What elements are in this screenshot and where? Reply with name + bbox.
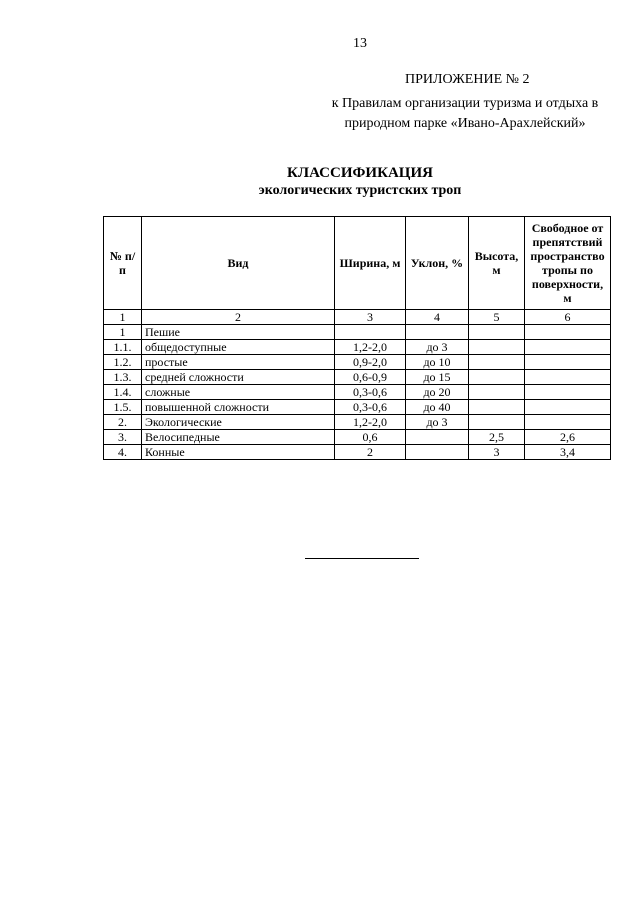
row-type: Велосипедные	[142, 430, 335, 445]
row-free-space: 2,6	[525, 430, 611, 445]
column-number: 5	[469, 310, 525, 325]
row-height	[469, 370, 525, 385]
row-free-space	[525, 385, 611, 400]
row-number: 4.	[104, 445, 142, 460]
row-type: Пешие	[142, 325, 335, 340]
row-width: 0,9-2,0	[335, 355, 406, 370]
row-width: 2	[335, 445, 406, 460]
column-number: 6	[525, 310, 611, 325]
row-height	[469, 325, 525, 340]
header-free-space: Свободное от препятствий пространство тропы по поверхности, м	[525, 217, 611, 310]
row-type: сложные	[142, 385, 335, 400]
row-height	[469, 400, 525, 415]
row-width: 1,2-2,0	[335, 340, 406, 355]
row-slope: до 3	[406, 340, 469, 355]
table-row	[104, 445, 611, 460]
document-title: КЛАССИФИКАЦИЯ	[287, 165, 433, 181]
header-width: Ширина, м	[335, 217, 406, 310]
row-slope: до 10	[406, 355, 469, 370]
row-free-space	[525, 355, 611, 370]
row-number: 1.1.	[104, 340, 142, 355]
row-number: 1	[104, 325, 142, 340]
row-width: 0,6	[335, 430, 406, 445]
row-slope	[406, 325, 469, 340]
row-height	[469, 355, 525, 370]
page-number: 13	[353, 36, 367, 51]
row-slope: до 40	[406, 400, 469, 415]
table-row	[104, 340, 611, 355]
row-height: 2,5	[469, 430, 525, 445]
header-slope: Уклон, %	[406, 217, 469, 310]
row-number: 1.3.	[104, 370, 142, 385]
row-type: Конные	[142, 445, 335, 460]
footer-divider	[305, 558, 419, 559]
table-row	[104, 430, 611, 445]
row-slope	[406, 430, 469, 445]
row-type: общедоступные	[142, 340, 335, 355]
table-row	[104, 370, 611, 385]
row-height: 3	[469, 445, 525, 460]
table-row	[104, 355, 611, 370]
column-number-row	[104, 310, 611, 325]
row-height	[469, 340, 525, 355]
row-type: повышенной сложности	[142, 400, 335, 415]
appendix-line-2: природном парке «Ивано-Арахлейский»	[344, 116, 586, 131]
column-number: 4	[406, 310, 469, 325]
table-row	[104, 385, 611, 400]
header-height: Высота, м	[469, 217, 525, 310]
row-number: 1.2.	[104, 355, 142, 370]
row-free-space	[525, 415, 611, 430]
table-header-row	[104, 217, 611, 310]
row-slope: до 20	[406, 385, 469, 400]
row-free-space: 3,4	[525, 445, 611, 460]
row-slope	[406, 445, 469, 460]
row-type: Экологические	[142, 415, 335, 430]
row-width: 1,2-2,0	[335, 415, 406, 430]
row-type: простые	[142, 355, 335, 370]
row-number: 1.5.	[104, 400, 142, 415]
trails-classification-table	[103, 216, 611, 460]
row-free-space	[525, 370, 611, 385]
row-slope: до 3	[406, 415, 469, 430]
table-row	[104, 415, 611, 430]
row-height	[469, 385, 525, 400]
row-type: средней сложности	[142, 370, 335, 385]
appendix-title: ПРИЛОЖЕНИЕ № 2	[405, 72, 530, 87]
row-number: 2.	[104, 415, 142, 430]
row-slope: до 15	[406, 370, 469, 385]
table-row	[104, 400, 611, 415]
row-width: 0,6-0,9	[335, 370, 406, 385]
column-number: 2	[142, 310, 335, 325]
row-width	[335, 325, 406, 340]
row-number: 3.	[104, 430, 142, 445]
row-width: 0,3-0,6	[335, 400, 406, 415]
row-free-space	[525, 340, 611, 355]
column-number: 1	[104, 310, 142, 325]
table-row	[104, 325, 611, 340]
document-subtitle: экологических туристских троп	[258, 183, 462, 198]
row-free-space	[525, 325, 611, 340]
appendix-line-1: к Правилам организации туризма и отдыха в	[331, 96, 599, 111]
row-width: 0,3-0,6	[335, 385, 406, 400]
header-type: Вид	[142, 217, 335, 310]
row-height	[469, 415, 525, 430]
row-number: 1.4.	[104, 385, 142, 400]
row-free-space	[525, 400, 611, 415]
header-number: № п/п	[104, 217, 142, 310]
column-number: 3	[335, 310, 406, 325]
